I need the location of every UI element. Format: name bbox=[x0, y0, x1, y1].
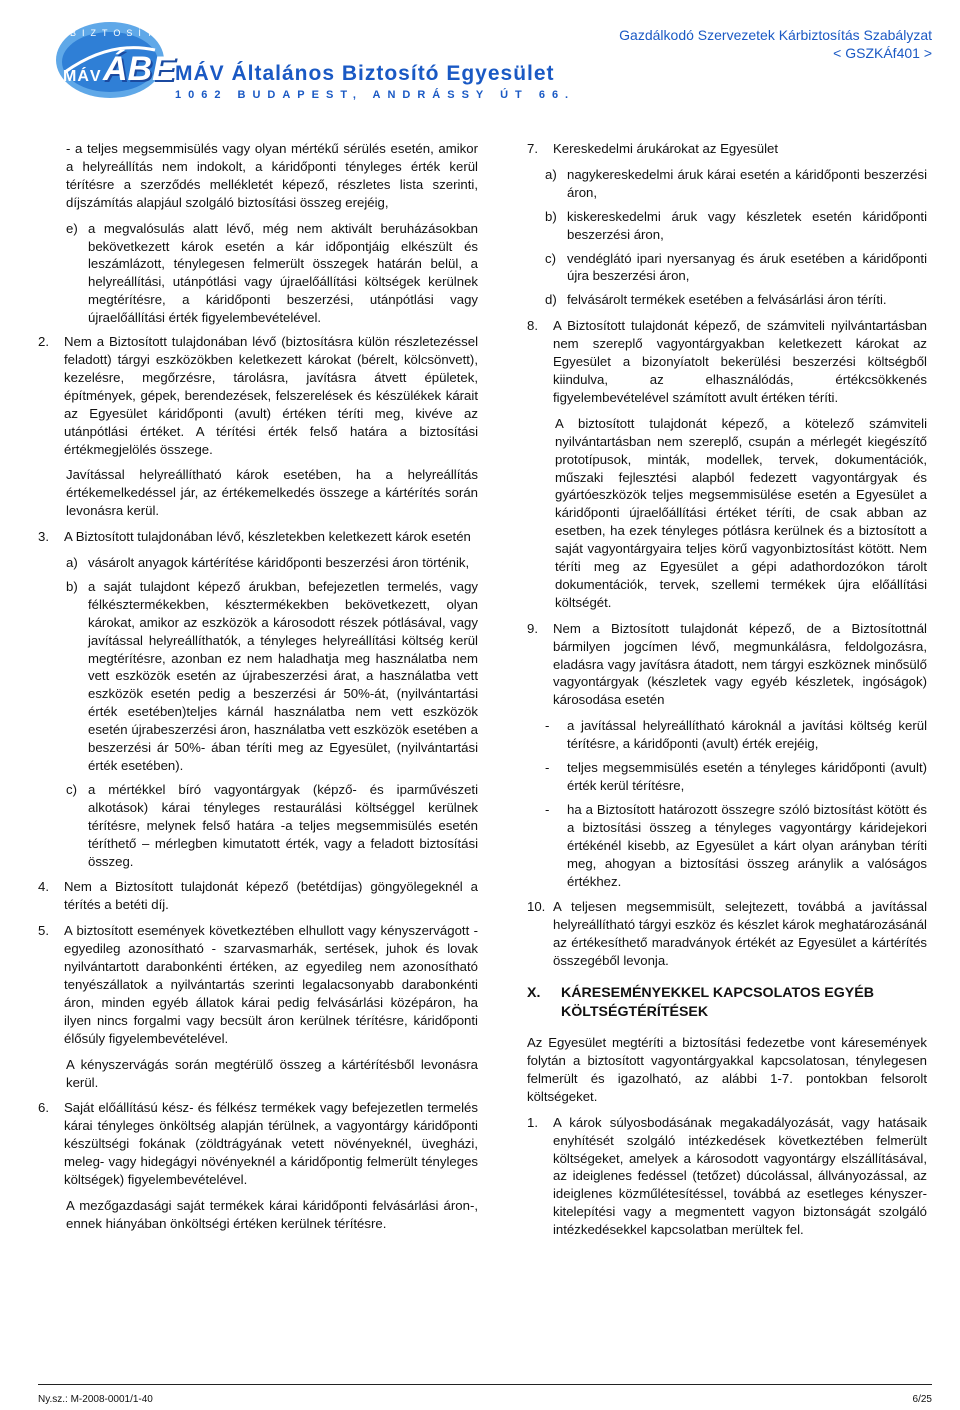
item-text: A károk súlyosbodásának megakadályozását, vagy hatásaik enyhítését szolgáló intézkedések következtében felmerült költségeket, amelyek a károsodott vagyontárgy elszállításával, az ideiglenes fedéssel (tetőzet) dúcolással, állványozással, az ideiglenes közműlétesítéssel, továbbá az esetleges kényszer-kitelepítési vagy a megmentett vagyon biztonságát szolgáló intézkedésekkel kapcsolatban merültek fel. bbox=[553, 1114, 927, 1238]
item-marker: - bbox=[545, 760, 550, 776]
item-marker: - bbox=[545, 718, 550, 734]
item-text: Nem a Biztosított tulajdonát képező (betétdíjas) göngyölegeknél a térítés a betéti díj. bbox=[64, 879, 478, 913]
item-text: felvásárolt termékek esetében a felvásárlási áron téríti. bbox=[567, 292, 887, 308]
list-item-8 bbox=[527, 317, 927, 407]
item-number: 2. bbox=[38, 334, 49, 350]
list-item-7d bbox=[545, 291, 927, 309]
item-text: nagykereskedelmi áruk kárai esetén a káridőponti beszerzési áron, bbox=[567, 166, 927, 200]
list-item-6 bbox=[38, 1099, 478, 1189]
organization-address: 1062 BUDAPEST, ANDRÁSSY ÚT 66. bbox=[175, 89, 576, 101]
item-text: Saját előállítású kész- és félkész termékek vagy befejezetlen termelés kárai tényleges önköltség alapján térülnek, a vagyontárgy káridőponti készültségi fokának (zöldtrágyának vetett növényeknél, üvegházi, meleg- vagy hidegágyi növényeknél a káridőpontig felmerült tényleges költségek) figyelembevételével. bbox=[64, 1100, 478, 1188]
item-number: 10. bbox=[527, 899, 546, 915]
section-heading bbox=[527, 984, 927, 1022]
organization-name: MÁV Általános Biztosító Egyesület bbox=[175, 62, 555, 85]
item-marker: d) bbox=[545, 292, 557, 308]
paragraph: Az Egyesület megtéríti a biztosítási fedezetbe vont káresemények folytán a biztosított vagyontárgyakkal kapcsolatosan, ténylegesen felmerült és igazolható, az alábbi 1-7. pontokban felsorolt költségeket. bbox=[527, 1035, 927, 1104]
logo-abe-text: ÁBE bbox=[103, 50, 175, 88]
item-text: a saját tulajdont képező árukban, befejezetlen termelés, vagy félkésztermékekben, késztermékekben bekövetkezett, olyan károkat, amikor az eszközök a károsodott részek pótlásával, vagy javítással helyreállíthatók, a tényleges helyreállítási költség kerül megtérítésre, azonban ez nem haladhatja meg használatba nem vett eszközök esetén az újrabeszerzési árat, a használatba vett eszközök esetén pedig a beszerzési ár 50%-át, (nyilvántartási érték esetében)teljes kárnál használatba nem vett eszközök esetén újrabeszerzési áron, használatba vett eszközök esetében a beszerzési ár 50%- ában téríti meg az Egyesület, (nyilvántartási érték esetében). bbox=[88, 578, 478, 773]
item-text: A Biztosított tulajdonát képező, de számviteli nyilvántartásban nem szereplő vagyontárgyakban keletkezett károkat az Egyesület a bizonyíatolt bekerülési beszerzési költségből kiindulva, az elhasználódás, értékcsökkenés figyelembevételével számított avult értéken téríti. bbox=[553, 318, 927, 405]
item-marker: a) bbox=[545, 166, 557, 182]
paragraph: A kényszervágás során megtérülő összeg a kártérítésből levonásra kerül. bbox=[66, 1056, 478, 1090]
paragraph: A biztosított tulajdonát képező, a kötelező számviteli nyilvántartásban nem szereplő, csupán a mérlegét kiegészítő prototípusok, minták, modellek, tervek, dokumentációk, műszaki fejlesztési alapból fedezett vagyontárgyak és gyártóeszközök teljes megsemmisülése esetén a Egyesület a káridőponti újraelőállítási értéket téríti, de csak abban az esetben, ha ezek tényleges pótlásra kerülnek és a biztosított a saját vagyontárgyaira teljes körű vagyonbiztosítást kötött. Nem téríti meg az Egyesület a gépi adathordozókon tárolt dokumentációk, tervek, szellemi termékek újra előállítási költségét. bbox=[555, 415, 927, 610]
item-number: 1. bbox=[527, 1114, 538, 1130]
list-item-4 bbox=[38, 878, 478, 914]
logo-mav-text: MÁV bbox=[63, 68, 102, 85]
list-item-7b bbox=[545, 208, 927, 244]
paragraph: A mezőgazdasági saját termékek kárai káridőponti felvásárlási áron-, ennek hiányában önköltségi értéken kerülnek térítésre. bbox=[66, 1197, 478, 1231]
list-item-3 bbox=[38, 528, 478, 546]
section-number: X. bbox=[527, 985, 541, 1002]
dash-item bbox=[545, 801, 927, 891]
item-text: A biztosított események következtében elhullott vagy kényszervágott - egyedileg azonosítható - szarvasmarhák, sertések, juhok és lovak nyilvántartott darabonkénti értéken, az egyedileg nem azonosítható tenyészállatok a nyilvántartás szerinti legalacsonyabb darabonkénti áron, minden egyéb állatok kárai pedig felvásárlási középáron, ha ilyen nincs forgalmi vagy becsült áron kerülnek térítésre, káridőponti élősúly figyelembevételével. bbox=[64, 923, 478, 1046]
item-text: vásárolt anyagok kártérítése káridőponti beszerzési áron történik, bbox=[88, 555, 470, 571]
item-marker: b) bbox=[545, 208, 557, 224]
item-text: A Biztosított tulajdonában lévő, készletekben keletkezett károk esetén bbox=[64, 529, 471, 545]
page-number: 6/25 bbox=[912, 1394, 932, 1405]
document-title: Gazdálkodó Szervezetek Kárbiztosítás Szabályzat bbox=[619, 27, 932, 43]
item-number: 8. bbox=[527, 318, 538, 334]
item-number: 5. bbox=[38, 923, 49, 939]
item-number: 3. bbox=[38, 529, 49, 545]
list-item-5 bbox=[38, 922, 478, 1047]
list-item-b bbox=[66, 578, 478, 775]
item-number: 6. bbox=[38, 1100, 49, 1116]
item-text: vendéglátó ipari nyersanyag és áruk esetében a káridőponti újra beszerzési áron, bbox=[567, 250, 927, 284]
item-number: 4. bbox=[38, 879, 49, 895]
item-marker: c) bbox=[66, 781, 77, 797]
paragraph: Javítással helyreállítható károk esetében, ha a helyreállítás értékemelkedéssel jár, az értékemelkedés összege a kártérítés során levonásra kerül. bbox=[66, 467, 478, 519]
list-item-7 bbox=[527, 140, 927, 158]
dash-item bbox=[545, 759, 927, 795]
item-text: a mértékkel bíró vagyontárgyak (képző- és iparművészeti alkotások) kárai tényleges restaurálási költséggel kerülnek térítésre, melynek felső határa -a teljes megsemmisülés esetén téríthető – mérlegben kimutatott érték, vagy a feladott biztosítási összeg. bbox=[88, 781, 478, 869]
list-item-e bbox=[66, 220, 478, 327]
document-code: < GSZKÁf401 > bbox=[833, 45, 932, 61]
item-text: Nem a Biztosított tulajdonában lévő (biztosításra külön részletezéssel feladott) tárgyi eszközökben keletkezett károkat (bérelt, kölcsönvett), kezelésre, megőrzésre, tárolásra, javításra átvett épületek, építmények, gépek, berendezések, felszerelések és készülékek kárait az Egyesület káridőponti (avult) értéken téríti meg, kivéve az utánpótlási értéket. A térítési érték felső határa a biztosítási értékmegjelölés összege. bbox=[64, 334, 478, 457]
item-text: A teljesen megsemmisült, selejtezett, továbbá a javítással helyreállítható tárgyi eszköz és készlet károk meghatározásánál az értékesíthető maradványok értékét az Egyesület a kártérítés összegéből levonja. bbox=[553, 899, 927, 969]
list-item-2 bbox=[38, 333, 478, 458]
right-column bbox=[527, 140, 927, 1247]
item-text: teljes megsemmisülés esetén a tényleges káridőponti (avult) érték kerül térítésre, bbox=[567, 760, 927, 793]
company-logo bbox=[55, 20, 175, 100]
list-item-7c bbox=[545, 250, 927, 286]
paragraph: - a teljes megsemmisülés vagy olyan mértékű sérülés esetén, amikor a helyreállítás nem indokolt, a káridőponti tényleges érték kerül térítésre a szerződés mellékletét képező, részletes lista szerinti, díjszámítás alapjául szolgáló biztosítási összeg erejéig, bbox=[66, 141, 478, 210]
list-item-7a bbox=[545, 166, 927, 202]
page-header bbox=[0, 0, 960, 120]
page-footer bbox=[38, 1384, 932, 1405]
item-text: a megvalósulás alatt lévő, még nem aktivált beruházásokban bekövetkezett károk esetén a kár időpontjáig elkészült és leszámlázott, ténylegesen felmerült összegek határán belül, a helyreállítási, utánpótlási vagy újraelőállítási költségek kerülnek megtérítésre, a káridőponti beszerzési, utánpótlási vagy újraelőállítási érték figyelembevételével. bbox=[88, 220, 478, 326]
document-number: Ny.sz.: M-2008-0001/1-40 bbox=[38, 1394, 153, 1405]
item-marker: - bbox=[545, 801, 550, 817]
list-item-r1 bbox=[527, 1114, 927, 1239]
list-item-9 bbox=[527, 620, 927, 710]
item-text: ha a Biztosított határozott összegre szóló biztosítást kötött és a biztosítási összeg a tényleges vagyontárgy káridejekori értékénél kisebb, az Egyesület a kárt olyan arányban téríti meg, ahogyan a biztosítási összeg aránylik a valóságos értékhez. bbox=[567, 801, 927, 889]
logo-arc-text: BIZTOSÍTÓ bbox=[70, 28, 172, 38]
item-marker: e) bbox=[66, 220, 78, 236]
list-item-10 bbox=[527, 898, 927, 970]
list-item-a bbox=[66, 554, 478, 572]
list-item-c bbox=[66, 781, 478, 871]
dash-item bbox=[545, 717, 927, 753]
item-text: Nem a Biztosított tulajdonát képező, de a Biztosítottnál bármilyen jogcímen lévő, megmunkálásra, feldolgozásra, eladásra vagy javításra átadott, nem tárgyi eszköznek minősülő vagyontárgyak (készletek vagy egyéb készletek, ingóságok) károsodása esetén bbox=[553, 620, 927, 708]
item-text: a javítással helyreállítható károknál a javítási költség kerül térítésre, a káridőponti (avult) érték erejéig, bbox=[567, 718, 927, 752]
item-number: 7. bbox=[527, 141, 538, 156]
section-title: KÁRESEMÉNYEKKEL KAPCSOLATOS EGYÉB KÖLTSÉGTÉRÍTÉSEK bbox=[561, 985, 874, 1021]
item-number: 9. bbox=[527, 620, 538, 636]
item-text: kiskereskedelmi áruk vagy készletek esetén káridőponti beszerzési áron, bbox=[567, 208, 927, 242]
left-column bbox=[38, 140, 478, 1241]
item-marker: a) bbox=[66, 555, 78, 571]
item-text: Kereskedelmi árukárokat az Egyesület bbox=[553, 141, 779, 156]
item-marker: b) bbox=[66, 578, 78, 594]
item-marker: c) bbox=[545, 250, 556, 266]
document-id bbox=[619, 26, 932, 62]
